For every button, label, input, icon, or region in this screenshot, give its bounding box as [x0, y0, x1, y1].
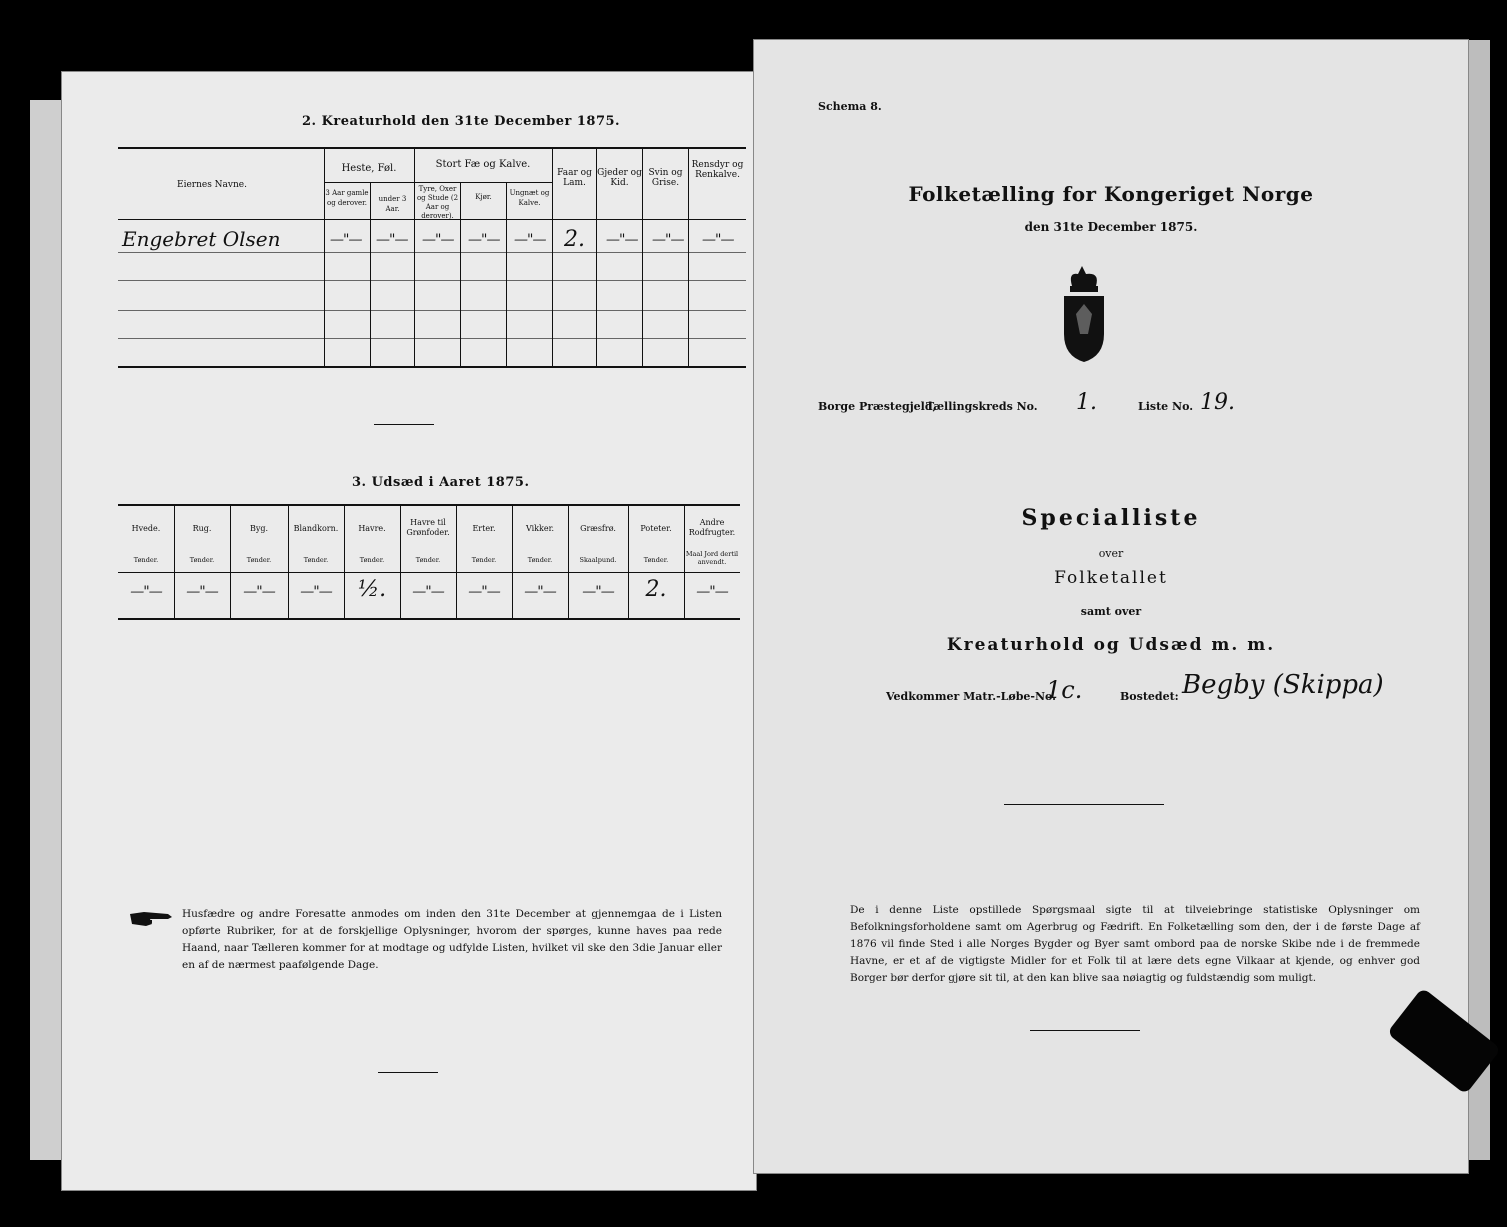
bosted-label: Bostedet: — [1120, 690, 1179, 703]
specialliste-title: Specialliste — [1021, 505, 1201, 531]
udsaed-col-name: Havre til Grønfoder. — [406, 518, 450, 537]
udsaed-col-unit: Tønder. — [415, 556, 441, 564]
info-paragraph: De i denne Liste opstillede Spørgsmaal sigte til at tilveiebringe statistiske Oplysninger om Befolkningsforholdene samt om Agerbrug og Fædrift. En Folketælling som den, der i de første Dage af 1876 vil finde Sted i alle Norges Bygder og Byer samt ombord paa de norske Skibe nde i de fremmede Havne, er et af de vigtigste Midler for et Folk til at lære dets egne Vilkaar at kjende, og enhver god Borger bør derfor gjøre sit til, at den kan blive saa nøiagtig og fuldstændig som muligt. — [850, 904, 1420, 984]
table-rule — [118, 252, 746, 253]
kreaturhold-title: Kreaturhold og Udsæd m. m. — [946, 635, 1276, 655]
rensdyr-header: Rensdyr og Renkalve. — [691, 160, 744, 180]
gjeder-header: Gjeder og Kid. — [597, 168, 642, 188]
udsaed-col-unit: Maal Jord dertil anvendt. — [685, 550, 739, 566]
heste-group-header: Heste, Føl. — [341, 163, 397, 174]
section2-title: 2. Kreaturhold den 31te December 1875. — [302, 114, 621, 129]
udsaed-col-name: Græsfrø. — [580, 524, 616, 533]
cell-stort-b: —"— — [468, 232, 500, 248]
udsaed-cell: ½. — [357, 577, 387, 602]
udsaed-col-unit: Tønder. — [133, 556, 159, 564]
udsaed-cell: —"— — [300, 584, 332, 600]
table-rule — [118, 618, 740, 620]
owner-name: Engebret Olsen — [122, 227, 281, 251]
notice-text: Husfædre og andre Foresatte anmodes om inden den 31te December at gjennemgaa de i Listen opførte Rubriker, for at de forskjellige Oplysninger, hvorom der spørges, kunne haves paa rede Haand, naar Tælleren kommer for at modtage og udfylde Listen, hvilket vil ske den 3die Januar eller en af de nærmest paafølgende Dage. — [182, 908, 722, 971]
section3-title: 3. Udsæd i Aaret 1875. — [352, 475, 530, 490]
udsaed-col-unit: Tønder. — [359, 556, 385, 564]
right-page — [754, 40, 1468, 1173]
left-page — [62, 72, 756, 1190]
table-rule — [118, 366, 746, 368]
udsaed-col-unit: Tønder. — [189, 556, 215, 564]
matr-label: Vedkommer Matr.-Løbe-No. — [886, 690, 1056, 703]
cell-stort-a: —"— — [422, 232, 454, 248]
cell-stort-c: —"— — [514, 232, 546, 248]
main-title: Folketælling for Kongeriget Norge — [908, 182, 1314, 206]
liste-label: Liste No. — [1138, 400, 1194, 413]
owner-header: Eiernes Navne. — [177, 180, 247, 190]
bosted-value: Begby (Skippa) — [1182, 670, 1384, 700]
udsaed-col-unit: Tønder. — [471, 556, 497, 564]
pointing-hand-icon — [128, 908, 174, 930]
prestegjeld-label: Borge Præstegjeld, — [818, 400, 937, 413]
udsaed-col-name: Vikker. — [525, 524, 555, 533]
udsaed-col-name: Rug. — [192, 524, 212, 533]
udsaed-col-name: Poteter. — [640, 524, 672, 533]
table-rule — [118, 147, 746, 149]
heste-b-header: under 3 Aar. — [378, 195, 407, 213]
table-rule — [118, 572, 740, 573]
udsaed-col-name: Blandkorn. — [293, 524, 339, 533]
page-edge-left — [30, 100, 64, 1160]
udsaed-col-name: Andre Rodfrugter. — [688, 518, 736, 537]
over-label: over — [1098, 547, 1124, 560]
udsaed-col-name: Hvede. — [131, 524, 161, 533]
norwegian-coat-of-arms-icon — [1054, 264, 1114, 364]
table-col-rule — [506, 182, 507, 366]
samt-over-label: samt over — [1080, 605, 1142, 618]
cell-heste-b: —"— — [376, 232, 408, 248]
stort-c-header: Ungnæt og Kalve. — [509, 189, 550, 207]
udsaed-cell: —"— — [412, 584, 444, 600]
udsaed-col-name: Byg. — [249, 524, 269, 533]
separator — [378, 1072, 438, 1073]
udsaed-col-unit: Tønder. — [246, 556, 272, 564]
svin-header: Svin og Grise. — [648, 168, 683, 188]
heste-a-header: 3 Aar gamle og derover. — [325, 189, 369, 207]
udsaed-col-unit: Skaalpund. — [579, 556, 617, 564]
separator — [1030, 1030, 1140, 1031]
table-rule — [118, 310, 746, 311]
table-rule — [324, 182, 552, 183]
udsaed-col-name: Erter. — [472, 524, 496, 533]
udsaed-cell: —"— — [582, 584, 614, 600]
table-col-rule — [324, 147, 325, 366]
kreds-value: 1. — [1076, 390, 1097, 415]
udsaed-cell: 2. — [645, 577, 667, 602]
table-col-rule — [414, 147, 415, 366]
udsaed-col-unit: Tønder. — [527, 556, 553, 564]
udsaed-cell: —"— — [468, 584, 500, 600]
stort-a-header: Tyre, Oxer og Stude (2 Aar og derover). — [416, 185, 459, 220]
cell-rensdyr: —"— — [702, 232, 734, 248]
stort-b-header: Kjør. — [475, 193, 492, 201]
udsaed-cell: —"— — [186, 584, 218, 600]
liste-value: 19. — [1200, 390, 1235, 415]
cell-heste-a: —"— — [330, 232, 362, 248]
table-rule — [118, 504, 740, 506]
udsaed-cell: —"— — [696, 584, 728, 600]
cell-svin: —"— — [652, 232, 684, 248]
faar-header: Faar og Lam. — [557, 168, 592, 188]
udsaed-cell: —"— — [130, 584, 162, 600]
cell-gjeder: —"— — [606, 232, 638, 248]
udsaed-col-unit: Tønder. — [643, 556, 669, 564]
subtitle: den 31te December 1875. — [1024, 220, 1198, 234]
kreds-label: Tællingskreds No. — [926, 400, 1038, 413]
folketallet-title: Folketallet — [1054, 568, 1168, 588]
udsaed-cell: —"— — [524, 584, 556, 600]
separator — [1004, 804, 1164, 805]
schema-label: Schema 8. — [818, 100, 882, 113]
table-rule — [118, 338, 746, 339]
table-rule — [118, 280, 746, 281]
matr-value: 1c. — [1046, 676, 1083, 704]
stort-group-header: Stort Fæ og Kalve. — [435, 159, 531, 170]
udsaed-col-name: Havre. — [358, 524, 386, 533]
separator — [374, 424, 434, 425]
udsaed-cell: —"— — [243, 584, 275, 600]
udsaed-col-unit: Tønder. — [303, 556, 329, 564]
cell-faar: 2. — [564, 227, 585, 252]
table-col-rule — [460, 182, 461, 366]
